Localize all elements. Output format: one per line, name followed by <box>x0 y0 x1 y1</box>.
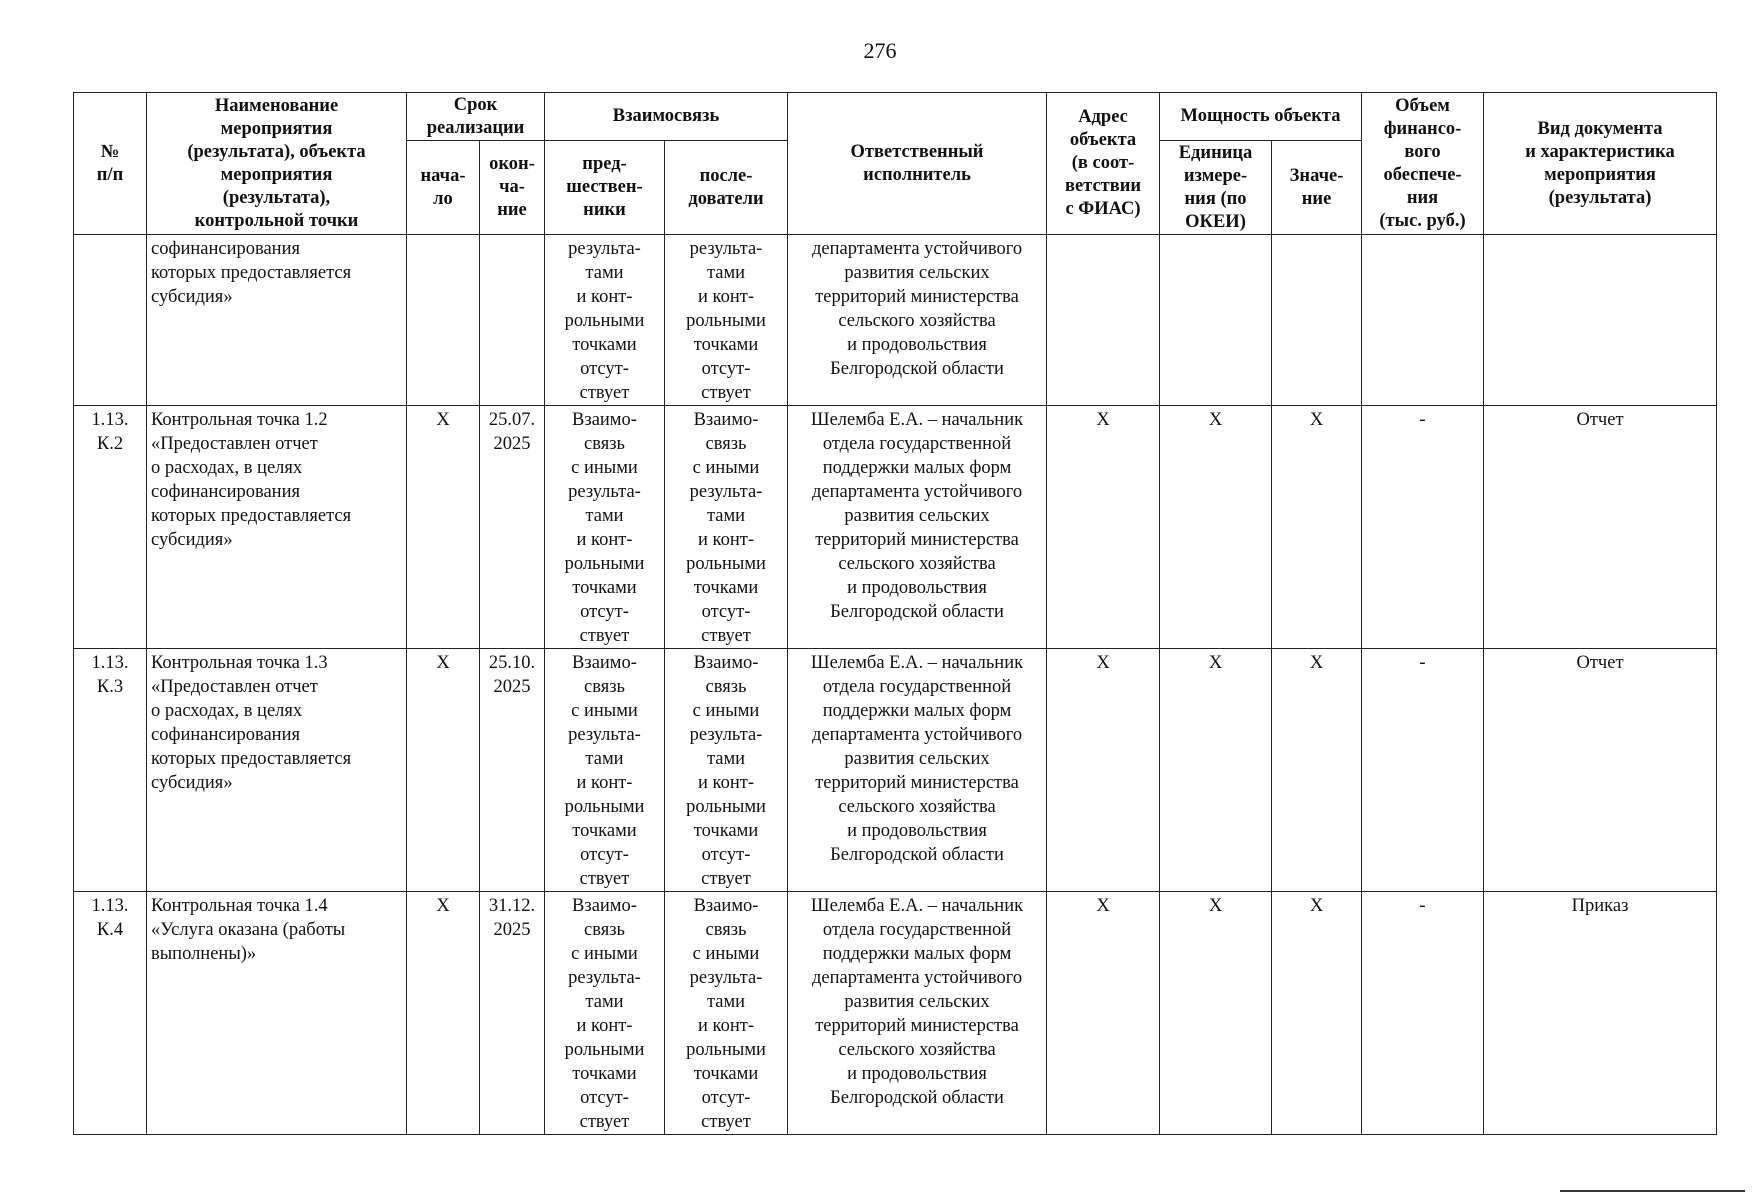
cell-name: софинансирования которых предоставляется субсидия» <box>147 235 407 406</box>
scan-artifact-line <box>1560 1190 1745 1192</box>
cell-end: 25.07. 2025 <box>480 406 545 649</box>
header-term-start: нача- ло <box>407 141 480 235</box>
cell-address: X <box>1047 649 1160 892</box>
cell-end: 31.12. 2025 <box>480 892 545 1135</box>
cell-value: X <box>1272 892 1362 1135</box>
header-power-value: Значе- ние <box>1272 141 1362 235</box>
header-term-end: окон- ча- ние <box>480 141 545 235</box>
cell-finance: - <box>1362 892 1484 1135</box>
cell-prev: результа- тами и конт- рольными точками отсут- ствует <box>545 235 665 406</box>
table-row <box>74 406 1717 649</box>
cell-next: результа- тами и конт- рольными точками отсут- ствует <box>665 235 788 406</box>
cell-num: 1.13. К.4 <box>74 892 147 1135</box>
cell-address <box>1047 235 1160 406</box>
cell-unit: X <box>1160 649 1272 892</box>
header-num: № п/п <box>74 93 147 235</box>
header-doc: Вид документа и характеристика мероприятия (результата) <box>1484 93 1717 235</box>
cell-responsible: Шелемба Е.А. – начальник отдела государственной поддержки малых форм департамента устойчивого развития сельских территорий министерства сельского хозяйства и продовольствия Белгородской области <box>788 649 1047 892</box>
cell-unit: X <box>1160 892 1272 1135</box>
cell-end <box>480 235 545 406</box>
cell-num <box>74 235 147 406</box>
cell-next: Взаимо- связь с иными результа- тами и конт- рольными точками отсут- ствует <box>665 406 788 649</box>
cell-prev: Взаимо- связь с иными результа- тами и конт- рольными точками отсут- ствует <box>545 406 665 649</box>
cell-next: Взаимо- связь с иными результа- тами и конт- рольными точками отсут- ствует <box>665 649 788 892</box>
cell-finance <box>1362 235 1484 406</box>
header-finance: Объем финансо- вого обеспече- ния (тыс. руб.) <box>1362 93 1484 235</box>
cell-responsible: Шелемба Е.А. – начальник отдела государственной поддержки малых форм департамента устойчивого развития сельских территорий министерства сельского хозяйства и продовольствия Белгородской области <box>788 892 1047 1135</box>
table-row <box>74 235 1717 406</box>
cell-start: X <box>407 406 480 649</box>
cell-prev: Взаимо- связь с иными результа- тами и конт- рольными точками отсут- ствует <box>545 892 665 1135</box>
cell-doc: Приказ <box>1484 892 1717 1135</box>
cell-unit <box>1160 235 1272 406</box>
cell-value <box>1272 235 1362 406</box>
cell-num: 1.13. К.3 <box>74 649 147 892</box>
cell-start: X <box>407 892 480 1135</box>
cell-doc: Отчет <box>1484 406 1717 649</box>
table-row <box>74 649 1717 892</box>
cell-value: X <box>1272 406 1362 649</box>
cell-end: 25.10. 2025 <box>480 649 545 892</box>
header-name: Наименование мероприятия (результата), объекта мероприятия (результата), контрольной точки <box>147 93 407 235</box>
table-row <box>74 892 1717 1135</box>
header-link: Взаимосвязь <box>545 93 788 141</box>
cell-name: Контрольная точка 1.4 «Услуга оказана (работы выполнены)» <box>147 892 407 1135</box>
cell-doc: Отчет <box>1484 649 1717 892</box>
cell-name: Контрольная точка 1.2 «Предоставлен отчет о расходах, в целях софинансирования которых предоставляется субсидия» <box>147 406 407 649</box>
cell-next: Взаимо- связь с иными результа- тами и конт- рольными точками отсут- ствует <box>665 892 788 1135</box>
cell-doc <box>1484 235 1717 406</box>
header-link-next: после- дователи <box>665 141 788 235</box>
cell-start: X <box>407 649 480 892</box>
cell-start <box>407 235 480 406</box>
cell-name: Контрольная точка 1.3 «Предоставлен отчет о расходах, в целях софинансирования которых предоставляется субсидия» <box>147 649 407 892</box>
cell-address: X <box>1047 406 1160 649</box>
header-responsible: Ответственный исполнитель <box>788 93 1047 235</box>
cell-value: X <box>1272 649 1362 892</box>
activities-table <box>73 92 1717 1135</box>
header-power: Мощность объекта <box>1160 93 1362 141</box>
cell-address: X <box>1047 892 1160 1135</box>
cell-prev: Взаимо- связь с иными результа- тами и конт- рольными точками отсут- ствует <box>545 649 665 892</box>
cell-finance: - <box>1362 406 1484 649</box>
cell-unit: X <box>1160 406 1272 649</box>
header-link-prev: пред- шествен- ники <box>545 141 665 235</box>
cell-responsible: департамента устойчивого развития сельских территорий министерства сельского хозяйства и продовольствия Белгородской области <box>788 235 1047 406</box>
header-address: Адрес объекта (в соот- ветствии с ФИАС) <box>1047 93 1160 235</box>
cell-finance: - <box>1362 649 1484 892</box>
page-number: 276 <box>863 38 897 63</box>
header-power-unit: Единица измере- ния (по ОКЕИ) <box>1160 141 1272 235</box>
header-term: Срок реализации <box>407 93 545 141</box>
cell-num: 1.13. К.2 <box>74 406 147 649</box>
cell-responsible: Шелемба Е.А. – начальник отдела государственной поддержки малых форм департамента устойчивого развития сельских территорий министерства сельского хозяйства и продовольствия Белгородской области <box>788 406 1047 649</box>
